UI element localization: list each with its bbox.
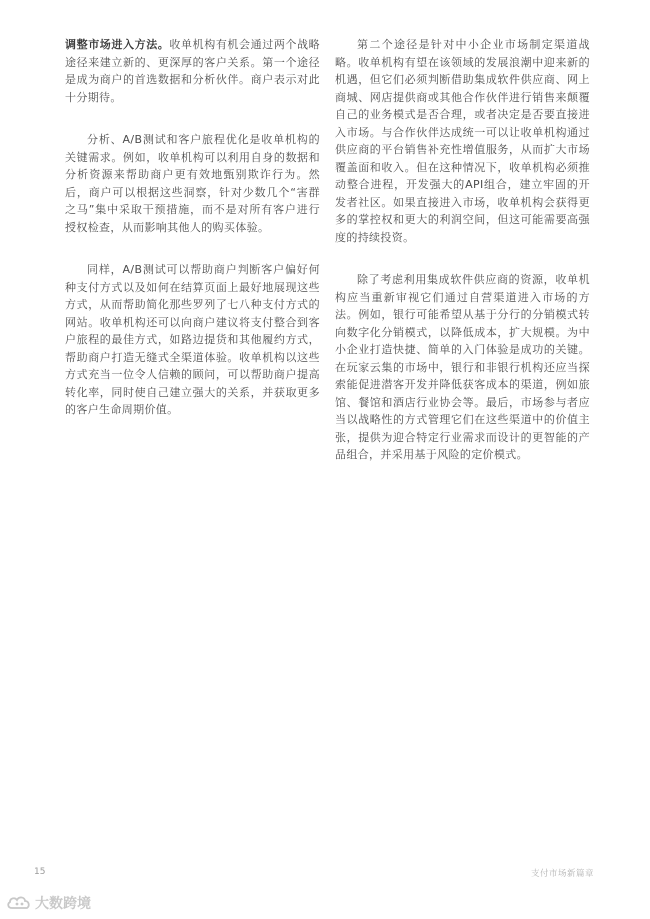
- paragraph-own-channels: 除了考虑利用集成软件供应商的资源，收单机构应当重新审视它们通过自营渠道进入市场的方法。例如，银行可能希望从基于分行的分销模式转向数字化分销模式，以降低成本，扩大规模。为中小企业打造快捷、简单的入门体验是成功的关键。在玩家云集的市场中，银行和非银行机构还应当探索能促进潜客开发并降低获客成本的渠道，例如旅馆、餐馆和酒店行业协会等。最后，市场参与者应当以战略性的方式管理它们在这些渠道中的价值主张，提供为迎合特定行业需求而设计的更智能的产品组合，并采用基于风险的定价模式。: [335, 273, 590, 461]
- paragraph-sme-channel: 第二个途径是针对中小企业市场制定渠道战略。收单机构有望在该领域的发展浪潮中迎来新的机遇，但它们必须判断借助集成软件供应商、网上商城、网店提供商或其他合作伙伴进行销售来颠覆自己的业务模式是否合理，或者决定是否要直接进入市场。与合作伙伴达成统一可以让收单机构通过供应商的平台销售补充性增值服务，从而扩大市场覆盖面和收入。但在这种情况下，收单机构必须推动整合进程，开发强大的API组合，建立牢固的开发者社区。如果直接进入市场，收单机构会获得更多的掌控权和更大的利润空间，但这可能需要高强度的持续投资。: [335, 38, 590, 244]
- right-column: [335, 36, 590, 489]
- page-number: 15: [34, 867, 46, 877]
- paragraph-analytics: 分析、A/B测试和客户旅程优化是收单机构的关键需求。例如，收单机构可以利用自身的数据和分析资源来帮助商户更有效地甄别欺诈行为。然后，商户可以根据这些洞察，针对少数几个“害群之马”集中采取干预措施，而不是对所有客户进行授权检查，从而影响其他人的购买体验。: [65, 133, 320, 234]
- cloud-logo-icon: [6, 894, 32, 912]
- paragraph-ab-testing: 同样，A/B测试可以帮助商户判断客户偏好何种支付方式以及如何在结算页面上最好地展现这些方式，从而帮助简化那些罗列了七八种支付方式的网站。收单机构还可以向商户建议将支付整合到客户旅程的最佳方式，如路边提货和其他履约方式，帮助商户打造无缝式全渠道体验。收单机构以这些方式充当一位令人信赖的顾问，可以帮助商户提高转化率，同时使自己建立强大的关系，并获取更多的客户生命周期价值。: [65, 263, 320, 416]
- report-name: 支付市场新篇章: [530, 869, 594, 879]
- watermark: [6, 893, 91, 913]
- watermark-text: 大数跨境: [35, 896, 91, 912]
- paragraph-body: 收单机构有机会通过两个战略途径来建立新的、更深厚的客户关系。第一个途径是成为商户的首选数据和分析伙伴。商户表示对此十分期待。: [65, 38, 320, 104]
- left-column: [65, 36, 320, 444]
- paragraph-market-entry: [65, 36, 320, 106]
- paragraph-lead-heading: 调整市场进入方法。: [65, 38, 170, 51]
